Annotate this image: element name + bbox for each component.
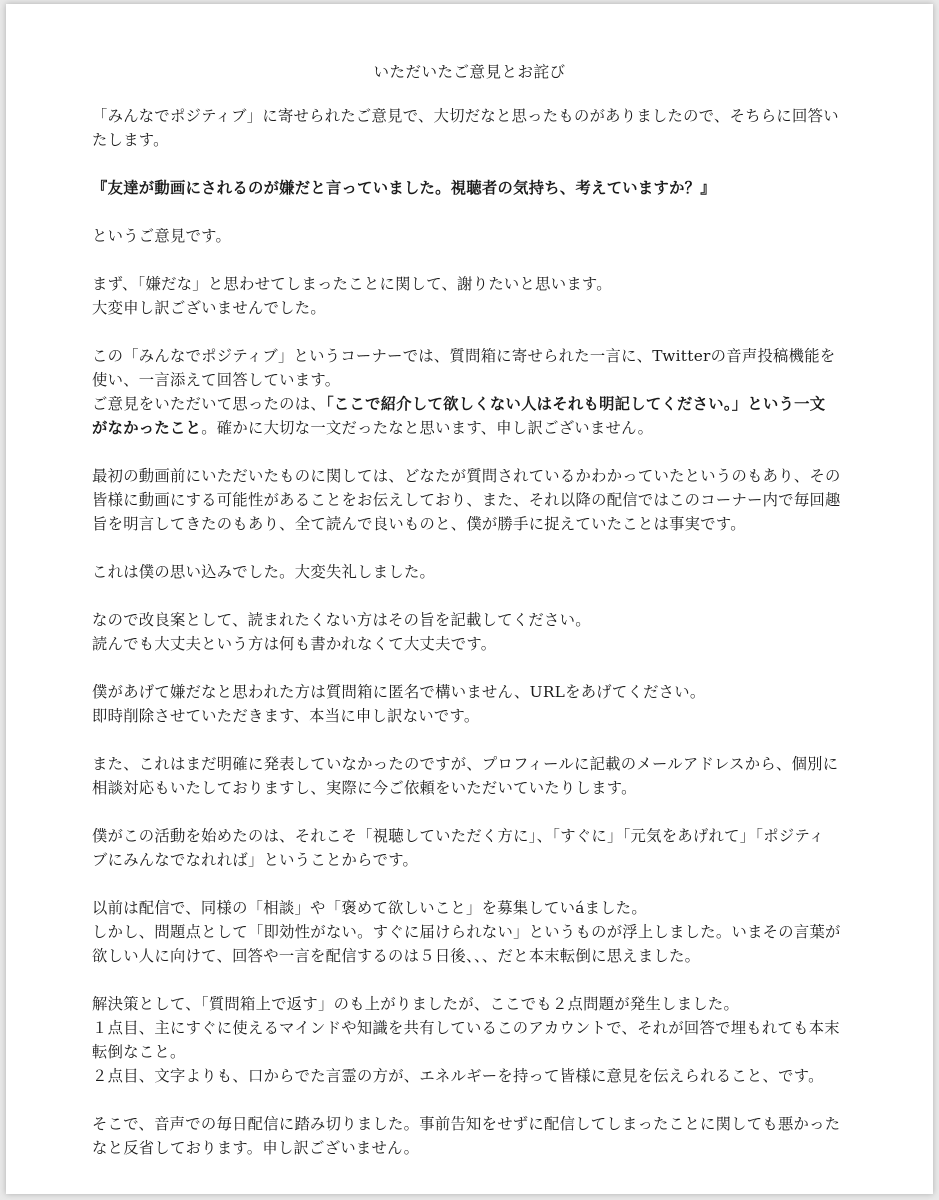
- text-line: 以前は配信で、同様の「相談」や「褒めて欲しいこと」を募集していáました。: [92, 899, 648, 917]
- paragraph-motivation: [92, 824, 862, 872]
- text-line: これは僕の思い込みでした。大変失礼しました。: [92, 563, 436, 581]
- text-line: 最初の動画前にいただいたものに関しては、どなたが質問されているかわかっていたというのもあり、その: [92, 467, 841, 485]
- paragraph-admission: [92, 560, 862, 584]
- text-line: しかし、問題点として「即効性がない。すぐに届けられない」というものが浮上しました。いまその言葉が: [92, 923, 841, 941]
- text-line: 読んでも大丈夫という方は何も書かれなくて大丈夫です。: [92, 635, 497, 653]
- text-line: [92, 416, 862, 440]
- text-line: 皆様に動画にする可能性があることをお伝えしており、また、それ以降の配信ではこのコーナー内で毎回趣: [92, 491, 841, 509]
- paragraph-conclusion: [92, 1112, 862, 1160]
- text-line: 大変申し訳ございませんでした。: [92, 299, 326, 317]
- text-segment: ご意見をいただいて思ったのは、: [92, 395, 326, 413]
- paragraph-removal-request: [92, 680, 862, 728]
- text-segment: 。確かに大切な一文だったなと思います、申し訳ございません。: [201, 419, 654, 437]
- document-page: [6, 4, 933, 1194]
- text-line: 僕がこの活動を始めたのは、それこそ「視聴していただく方に」、「すぐに」「元気をあげれて」「ポジティ: [92, 827, 825, 845]
- text-line: ブにみんなでなれれば」ということからです。: [92, 851, 419, 869]
- text-line: たします。: [92, 131, 169, 149]
- text-line: そこで、音声での毎日配信に踏み切りました。事前告知をせずに配信してしまったことに関しても悪かった: [92, 1115, 841, 1133]
- paragraph-feedback-note: [92, 224, 862, 248]
- paragraph-corner-explanation: [92, 344, 862, 440]
- text-line: １点目、主にすぐに使えるマインドや知識を共有しているこのアカウントで、それが回答で埋もれても本末: [92, 1019, 840, 1037]
- text-line: まず、「嫌だな」と思わせてしまったことに関して、謝りたいと思います。: [92, 275, 612, 293]
- text-line: 僕があげて嫌だなと思われた方は質問箱に匿名で構いません、URLをあげてください。: [92, 683, 706, 701]
- text-line: 欲しい人に向けて、回答や一言を配信するのは５日後、、、だと本末転倒に思えました。: [92, 947, 701, 965]
- quoted-feedback: [92, 176, 862, 200]
- text-line: なと反省しております。申し訳ございません。: [92, 1139, 420, 1157]
- text-line: 解決策として、「質問箱上で返す」のも上がりましたが、ここでも２点問題が発生しました。: [92, 995, 740, 1013]
- text-line: 「みんなでポジティブ」に寄せられたご意見で、大切だなと思ったものがありましたので、そちらに回答い: [92, 107, 839, 125]
- text-line: 転倒なこと。: [92, 1043, 186, 1061]
- bold-text-segment: 「ここで紹介して欲しくない人はそれも明記してください。」という一文: [325, 395, 826, 413]
- paragraph-solution: [92, 992, 862, 1088]
- paragraph-background: [92, 464, 862, 536]
- paragraph-apology: [92, 272, 862, 320]
- text-line: というご意見です。: [92, 227, 232, 245]
- text-line: 旨を明言してきたのもあり、全て読んで良いものと、僕が勝手に捉えていたことは事実です。: [92, 515, 746, 533]
- text-line: なので改良案として、読まれたくない方はその旨を記載してください。: [92, 611, 591, 629]
- text-line: 使い、一言添えて回答しています。: [92, 371, 341, 389]
- paragraph-improvement: [92, 608, 862, 656]
- document-title: いただいたご意見とお詫び: [373, 63, 566, 81]
- text-line: 『友達が動画にされるのが嫌だと言っていました。視聴者の気持ち、考えていますか？』: [92, 179, 716, 197]
- text-line: [92, 392, 862, 416]
- document-body: [92, 104, 862, 1184]
- bold-text-segment: がなかったこと: [92, 419, 202, 437]
- text-line: また、これはまだ明確に発表していなかったのですが、プロフィールに記載のメールアドレスから、個別に: [92, 755, 839, 773]
- text-line: ２点目、文字よりも、口からでた言霊の方が、エネルギーを持って皆様に意見を伝えられること、です。: [92, 1067, 824, 1085]
- text-line: 即時削除させていただきます、本当に申し訳ないです。: [92, 707, 480, 725]
- paragraph-intro: [92, 104, 862, 152]
- text-line: この「みんなでポジティブ」というコーナーでは、質問箱に寄せられた一言に、Twitterの音声投稿機能を: [92, 347, 836, 365]
- paragraph-consultation: [92, 752, 862, 800]
- text-line: 相談対応もいたしておりますし、実際に今ご依頼をいただいていたりします。: [92, 779, 637, 797]
- paragraph-previous-method: [92, 896, 862, 968]
